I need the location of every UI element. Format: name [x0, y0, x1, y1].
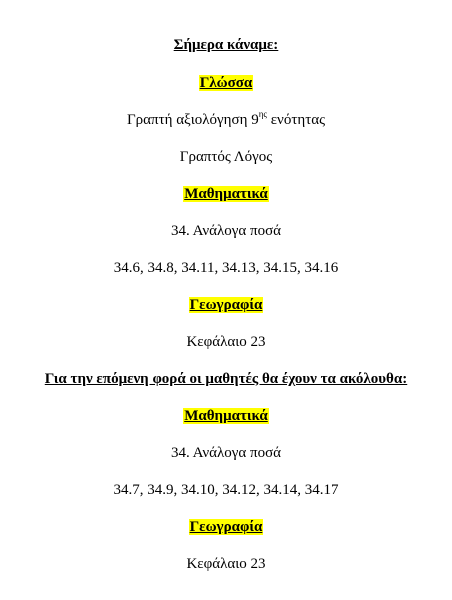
- heading-next: [0, 370, 452, 388]
- language-written-speech-text: Γραπτός Λόγος: [179, 149, 273, 165]
- subject-language: [0, 74, 452, 92]
- language-assessment-suffix: ενότητας: [266, 112, 326, 128]
- language-written-speech-line: [0, 148, 452, 166]
- math-next-exercises-text: 34.7, 34.9, 34.10, 34.12, 34.14, 34.17: [113, 482, 339, 498]
- ordinal-superscript: ης: [258, 109, 267, 119]
- heading-next-text: Για την επόμενη φορά οι μαθητές θα έχουν τα ακόλουθα:: [44, 371, 408, 387]
- heading-today: [0, 36, 452, 54]
- geography-next-chapter-text: Κεφάλαιο 23: [186, 556, 266, 572]
- geography-today-chapter-text: Κεφάλαιο 23: [186, 334, 266, 350]
- geography-today-chapter: [0, 333, 452, 351]
- subject-math-next-label: Μαθηματικά: [184, 408, 268, 424]
- subject-geography-today: [0, 296, 452, 314]
- math-today-exercises-text: 34.6, 34.8, 34.11, 34.13, 34.15, 34.16: [113, 260, 339, 276]
- math-next-chapter-text: 34. Ανάλογα ποσά: [170, 445, 282, 461]
- math-next-chapter: [0, 444, 452, 462]
- subject-language-label: Γλώσσα: [199, 75, 253, 91]
- subject-math-next: [0, 407, 452, 425]
- geography-next-chapter: [0, 555, 452, 573]
- subject-geography-today-label: Γεωγραφία: [189, 297, 263, 313]
- language-assessment-line: [0, 111, 452, 129]
- heading-today-text: Σήμερα κάναμε:: [173, 37, 279, 53]
- math-today-chapter: [0, 222, 452, 240]
- math-next-exercises: [0, 481, 452, 499]
- subject-math-today-label: Μαθηματικά: [184, 186, 268, 202]
- language-assessment-prefix: Γραπτή αξιολόγηση 9: [126, 112, 259, 128]
- subject-geography-next: [0, 518, 452, 536]
- subject-math-today: [0, 185, 452, 203]
- math-today-exercises: [0, 259, 452, 277]
- subject-geography-next-label: Γεωγραφία: [189, 519, 263, 535]
- math-today-chapter-text: 34. Ανάλογα ποσά: [170, 223, 282, 239]
